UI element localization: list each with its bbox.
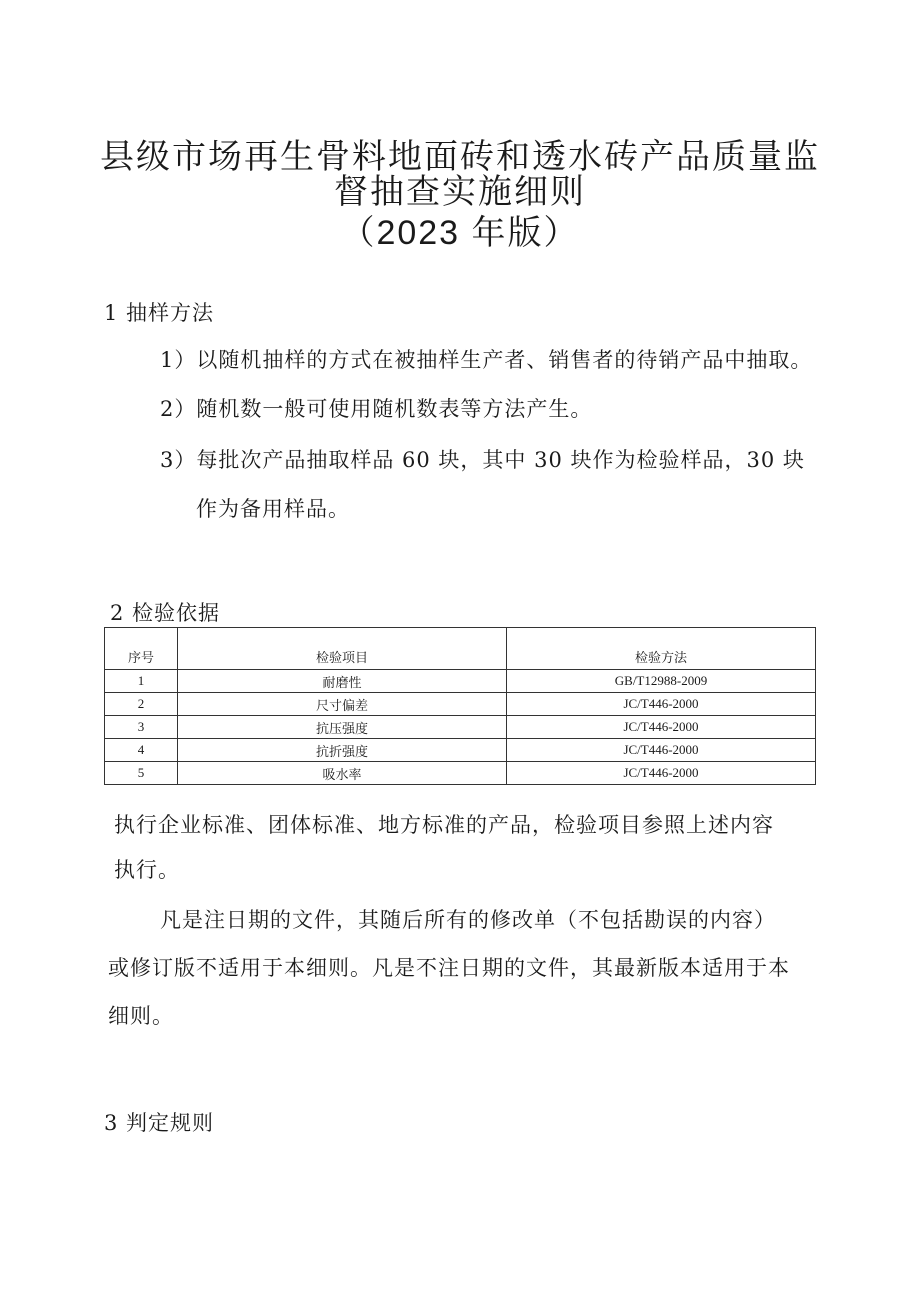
header-index: 序号 — [105, 628, 178, 670]
table-header-row — [105, 628, 816, 670]
table-row — [105, 762, 816, 785]
section-1-item-2: 2）随机数一般可使用随机数表等方法产生。 — [160, 397, 593, 421]
paragraph-2-line-2: 或修订版不适用于本细则。凡是不注日期的文件，其最新版本适用于本 — [108, 956, 790, 980]
row-method: JC/T446-2000 — [507, 762, 816, 785]
paragraph-2-line-1: 凡是注日期的文件，其随后所有的修改单（不包括勘误的内容） — [160, 908, 776, 932]
row-item: 吸水率 — [178, 762, 507, 785]
section-1-item-1: 1）以随机抽样的方式在被抽样生产者、销售者的待销产品中抽取。 — [160, 348, 813, 372]
document-title-line-1: 县级市场再生骨料地面砖和透水砖产品质量监 — [100, 137, 820, 177]
section-1-item-3-cont: 作为备用样品。 — [196, 497, 350, 521]
section-1-heading: 1 抽样方法 — [104, 301, 215, 325]
header-item: 检验项目 — [178, 628, 507, 670]
row-index: 3 — [105, 716, 178, 739]
table-row — [105, 693, 816, 716]
header-method: 检验方法 — [507, 628, 816, 670]
section-3-heading: 3 判定规则 — [104, 1111, 215, 1135]
row-method: JC/T446-2000 — [507, 693, 816, 716]
row-index: 2 — [105, 693, 178, 716]
row-item: 尺寸偏差 — [178, 693, 507, 716]
row-method: JC/T446-2000 — [507, 716, 816, 739]
document-title-version: （2023 年版） — [340, 214, 580, 252]
row-index: 4 — [105, 739, 178, 762]
paragraph-1-line-2: 执行。 — [114, 858, 180, 882]
document-title-line-2: 督抽查实施细则 — [334, 172, 586, 212]
row-method: JC/T446-2000 — [507, 739, 816, 762]
row-method: GB/T12988-2009 — [507, 670, 816, 693]
paragraph-1-line-1: 执行企业标准、团体标准、地方标准的产品，检验项目参照上述内容 — [114, 813, 774, 837]
table-row — [105, 670, 816, 693]
paragraph-2-line-3: 细则。 — [108, 1004, 174, 1028]
section-2-heading: 2 检验依据 — [110, 601, 221, 625]
row-item: 抗压强度 — [178, 716, 507, 739]
inspection-table — [104, 627, 816, 785]
row-item: 耐磨性 — [178, 670, 507, 693]
row-index: 1 — [105, 670, 178, 693]
row-item: 抗折强度 — [178, 739, 507, 762]
table-row — [105, 739, 816, 762]
row-index: 5 — [105, 762, 178, 785]
table-row — [105, 716, 816, 739]
section-1-item-3: 3）每批次产品抽取样品 60 块，其中 30 块作为检验样品，30 块 — [160, 448, 805, 472]
